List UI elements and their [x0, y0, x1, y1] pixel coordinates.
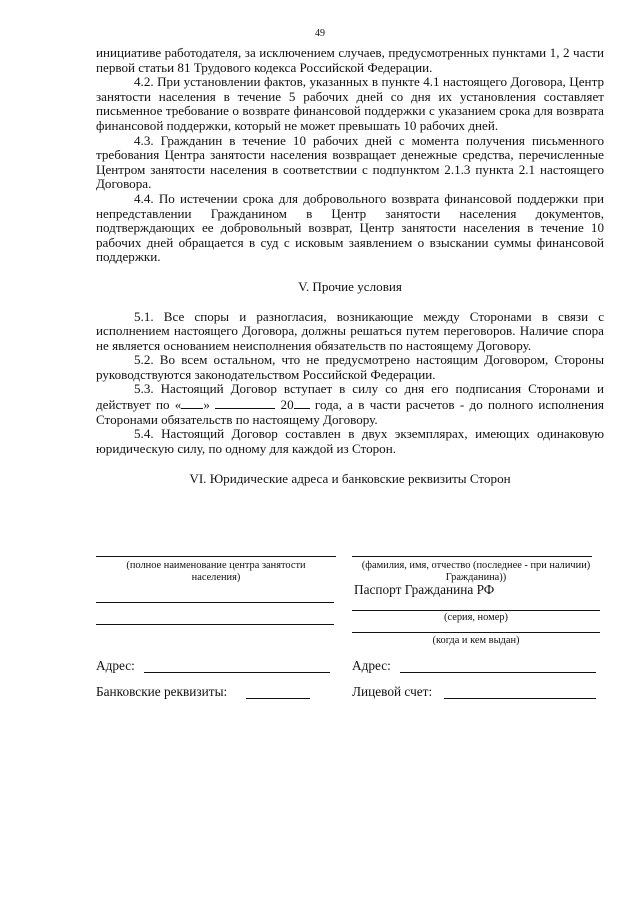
paragraph-5-4: 5.4. Настоящий Договор составлен в двух экземплярах, имеющих одинаковую юридическую силу, по одному для каждой из Сторон. [96, 426, 604, 456]
passport-issued-line [352, 632, 600, 633]
year-blank [294, 397, 310, 409]
issued-caption: (когда и кем выдан) [432, 635, 520, 646]
paragraph-5-1: 5.1. Все споры и разногласия, возникающие между Сторонами в связи с исполнением настоящего Договора, должны решаться путем переговоров. Наличие спора не является основанием неисполнения обязательств по настоящему Договору. [96, 308, 604, 353]
document-body [96, 46, 604, 487]
left-extra-line-2 [96, 624, 334, 625]
address-right-label: Адрес: [352, 658, 391, 673]
section-5-heading: V. Прочие условия [298, 278, 402, 294]
paragraph-5-3-part-b: » [203, 397, 216, 413]
left-caption: (полное наименование центра занятости населения) [126, 560, 306, 583]
paragraph-4-2: 4.2. При установлении фактов, указанных в пункте 4.1 настоящего Договора, Центр занятости населения в течение 5 рабочих дней со дня их установления составляет письменное требование о возврате финансовой поддержки с указанием срока для возврата финансовой поддержки, который не может превышать 10 рабочих дней. [96, 74, 604, 133]
paragraph-5-3-part-c: 20 [275, 397, 294, 413]
address-left-line [144, 672, 330, 673]
left-extra-line-1 [96, 602, 334, 603]
passport-series-line [352, 610, 600, 611]
account-line [444, 698, 596, 699]
address-right-line [400, 672, 596, 673]
bank-details-line [246, 698, 310, 699]
account-label: Лицевой счет: [352, 684, 433, 699]
right-caption: (фамилия, имя, отчество (последнее - при наличии) Гражданина)) [361, 560, 591, 583]
paragraph-4-4: 4.4. По истечении срока для добровольного возврата финансовой поддержки при непредставлении Гражданином в Центр занятости населения документов, подтверждающих ее добровольный возврат, Центр занятости населения в течение 10 рабочих дней обращается в суд с исковым заявлением о взыскании суммы финансовой поддержки. [96, 190, 604, 265]
bank-details-label: Банковские реквизиты: [96, 684, 228, 699]
paragraph-5-3-part-d: года, а в части расчетов - до полного исполнения Сторонами обязательств по настоящему Договору. [96, 397, 604, 427]
day-blank [181, 397, 203, 409]
signature-block [0, 540, 640, 740]
paragraph-5-2: 5.2. Во всем остальном, что не предусмотрено настоящим Договором, Стороны руководствуются законодательством Российской Федерации. [96, 352, 604, 382]
paragraph-5-3 [96, 382, 604, 427]
page-number: 49 [315, 28, 325, 39]
passport-title: Паспорт Гражданина РФ [354, 582, 495, 597]
citizen-name-line [352, 556, 592, 557]
employment-center-name-line [96, 556, 336, 557]
series-caption: (серия, номер) [444, 612, 508, 623]
paragraph-5-3-part-a: 5.3. Настоящий Договор вступает в силу со дня его подписания Сторонами и действует по « [96, 381, 604, 413]
paragraph-4-3: 4.3. Гражданин в течение 10 рабочих дней с момента получения письменного требования Центра занятости населения возвращает денежные средства, перечисленные Центром занятости населения в соответствии с подпунктом 2.1.3 пункта 2.1 настоящего Договора. [96, 132, 604, 192]
paragraph-4-1-end: инициативе работодателя, за исключением случаев, предусмотренных пунктами 1, 2 части первой статьи 81 Трудового кодекса Российской Федерации. [96, 45, 604, 75]
section-6-heading: VI. Юридические адреса и банковские реквизиты Сторон [189, 471, 511, 487]
address-left-label: Адрес: [96, 658, 135, 673]
month-blank [215, 397, 275, 409]
